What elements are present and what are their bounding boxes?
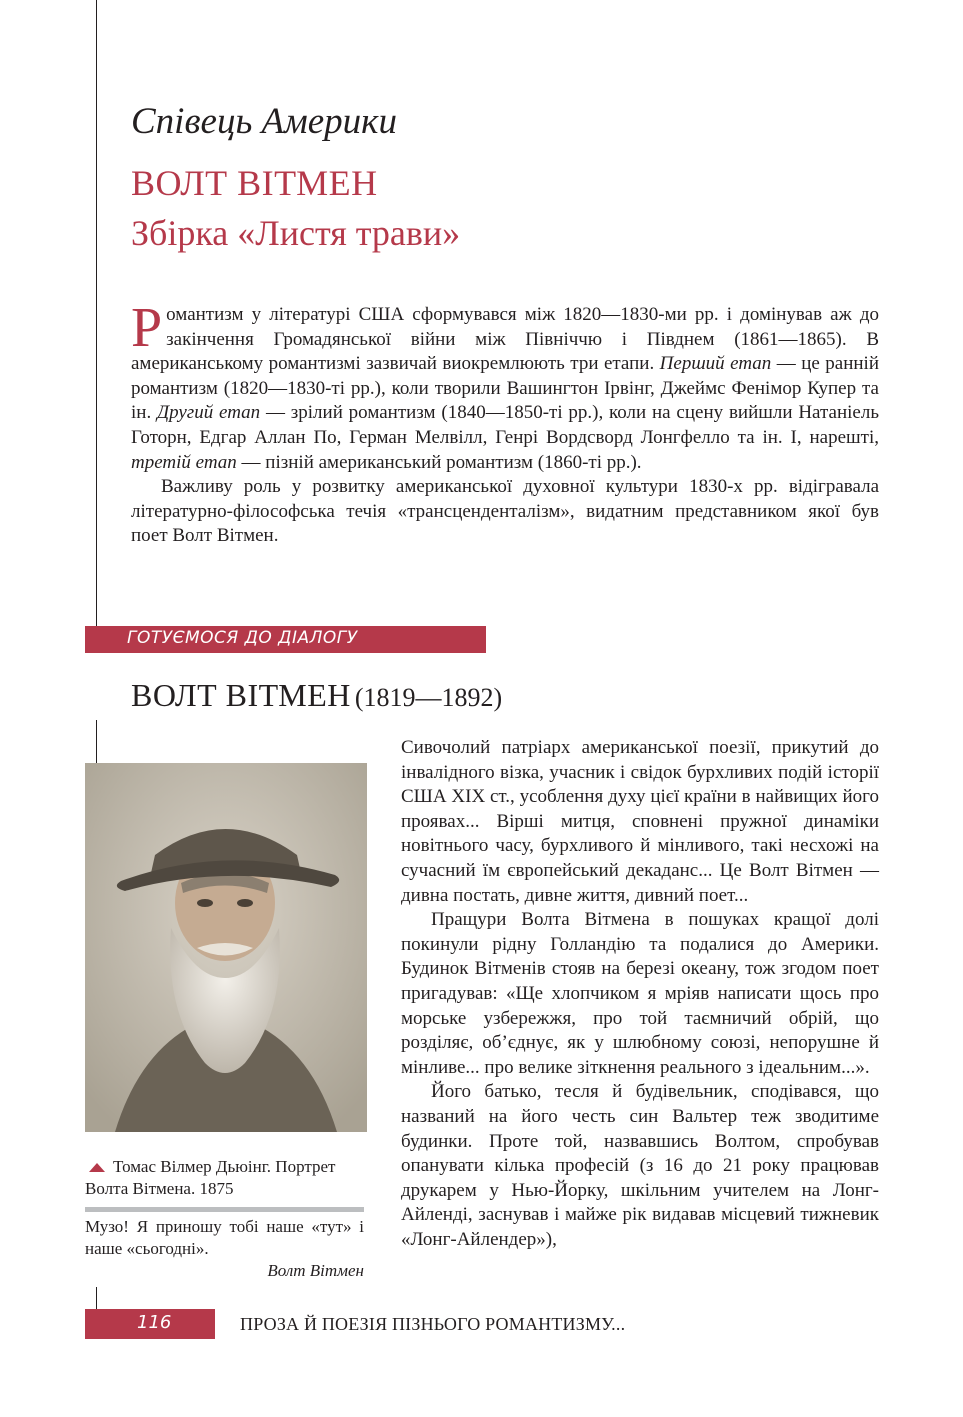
intro-text-run: — пізній американський романтизм (1860-ті рр.).	[236, 451, 642, 473]
page-number: 116	[137, 1312, 172, 1333]
page-number-box	[85, 1309, 215, 1339]
chapter-title: ВОЛТ ВІТМЕН	[131, 163, 378, 203]
intro-paragraph-2: Важливу роль у розвитку американської духовної культури 1830-х рр. відігравала літературно-філософська течія «трансценденталізм», видатним представником якої був поет Волт Вітмен.	[131, 476, 879, 547]
intro-text-run: омантизм у літературі США сформувався між 1820—1830-ми рр. і домінував аж до закінчення Громадянської війни між Північчю і Півднем (1861—1865). В американському романтизмі зазвичай виокремлюють три етапи.	[131, 304, 879, 375]
intro-paragraph-1-body	[131, 297, 879, 473]
drop-cap: Р	[131, 297, 163, 359]
chapter-subtitle: Співець Америки	[131, 101, 397, 142]
portrait-caption-text: Томас Вілмер Дьюінг. Портрет Волта Вітмена. 1875	[85, 1157, 336, 1198]
caption-triangle-icon	[89, 1163, 105, 1172]
biography-paragraph-2: Пращури Волта Вітмена в пошуках кращої долі покинули рідну Голландію та подалися до Америки. Будинок Вітменів стояв на березі океану, тож згодом поет пригадував: «Ще хлопчиком я мріяв написати щось про морське узбережжя, про той таємничий обрій, що розділяє, об’єднує, як у шлюбному союзі, непорушне й мінливе... про велике зіткнення реального з ідеальним...».	[401, 909, 879, 1078]
quote-divider	[85, 1207, 364, 1212]
intro-emphasis: Перший етап	[659, 353, 772, 375]
portrait-image	[85, 763, 367, 1132]
author-name: ВОЛТ ВІТМЕН	[131, 677, 351, 713]
intro-text-run: — це ранній романтизм (1820—1830-ті рр.), коли творили Вашингтон Ірвінг, Джеймс Фенімор Купер та ін.	[131, 353, 879, 424]
running-title: ПРОЗА Й ПОЕЗІЯ ПІЗНЬОГО РОМАНТИЗМУ...	[240, 1314, 626, 1334]
epigraph-quote: Музо! Я приношу тобі наше «тут» і наше «сьогодні».	[85, 1217, 364, 1258]
biography-paragraph-1: Сивочолий патріарх американської поезії, прикутий до інвалідного візка, учасник і свідок бурхливих подій історії США XIX ст., усоблення духу цієї країни в найвищих його проявах... Вірші митця, сповнені пружної динаміки новітнього часу, бурхливого й мінливого, такі несхожі на сучасний їм європейський декаданс... Це Волт Вітмен — дивна постать, дивне життя, дивний поет...	[401, 737, 879, 906]
section-banner	[85, 626, 486, 653]
intro-paragraph-1	[131, 297, 879, 475]
author-heading	[131, 677, 502, 714]
section-banner-label: ГОТУЄМОСЯ ДО ДІАЛОГУ	[127, 628, 358, 648]
margin-rule-bottom	[96, 1287, 97, 1309]
intro-text	[131, 297, 879, 549]
biography-text	[401, 736, 879, 1252]
intro-emphasis: Другий етап	[157, 402, 261, 424]
epigraph-author: Волт Вітмен	[267, 1261, 364, 1280]
intro-text-run: — зрілий романтизм (1840—1850-ті рр.), коли на сцену вийшли Натаніель Готорн, Едгар Аллан По, Герман Мелвілл, Генрі Вордсворд Лонгфелло та ін. І, нарешті,	[131, 402, 879, 448]
portrait-illustration	[85, 763, 367, 1132]
author-years: (1819—1892)	[354, 683, 503, 712]
biography-paragraph-3: Його батько, тесля й будівельник, сподівався, що названий на його честь син Вальтер теж зводитиме будинки. Проте той, назвавшись Волтом, спробував опанувати кілька професій (з 16 до 21 року працював друкарем у Нью-Йорку, шкільним учителем на Лонг-Айленді, заснував і майже рік видавав місцевий тижневик «Лонг-Айлендер»),	[401, 1081, 879, 1250]
margin-rule-top	[96, 0, 97, 626]
margin-rule-middle	[96, 720, 97, 763]
portrait-caption	[85, 1156, 370, 1200]
intro-emphasis: третій етап	[131, 451, 237, 473]
chapter-work-title: Збірка «Листя трави»	[131, 213, 461, 253]
